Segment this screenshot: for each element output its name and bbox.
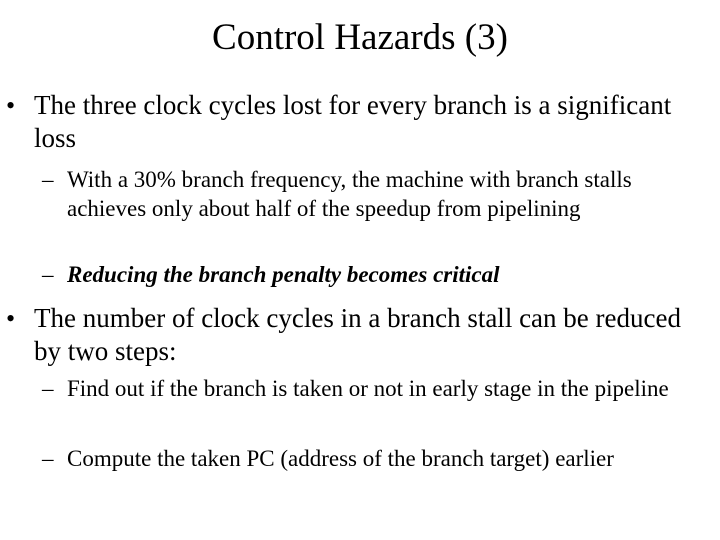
bullet-marker: • bbox=[6, 304, 16, 333]
sub-bullet-text: Find out if the branch is taken or not in early stage in the pipeline bbox=[67, 376, 669, 401]
bullet-2-sub-2 bbox=[42, 444, 702, 473]
sub-bullet-marker: – bbox=[42, 376, 54, 401]
bullet-1 bbox=[6, 89, 706, 155]
sub-bullet-text-emphasis: Reducing the branch penalty becomes critical bbox=[67, 262, 500, 287]
bullet-1-sub-2 bbox=[42, 260, 702, 289]
bullet-text: The three clock cycles lost for every branch is a significant loss bbox=[34, 90, 672, 153]
slide-title: Control Hazards (3) bbox=[212, 17, 508, 58]
sub-bullet-marker: – bbox=[42, 167, 54, 192]
sub-bullet-marker: – bbox=[42, 262, 54, 287]
bullet-1-sub-1 bbox=[42, 165, 702, 223]
bullet-marker: • bbox=[6, 91, 16, 120]
sub-bullet-text: With a 30% branch frequency, the machine with branch stalls achieves only about half of the speedup from pipelining bbox=[67, 167, 632, 221]
sub-bullet-marker: – bbox=[42, 446, 54, 471]
sub-bullet-text: Compute the taken PC (address of the branch target) earlier bbox=[67, 446, 614, 471]
bullet-2 bbox=[6, 302, 706, 368]
bullet-2-sub-1 bbox=[42, 374, 702, 403]
bullet-text: The number of clock cycles in a branch stall can be reduced by two steps: bbox=[34, 303, 681, 366]
